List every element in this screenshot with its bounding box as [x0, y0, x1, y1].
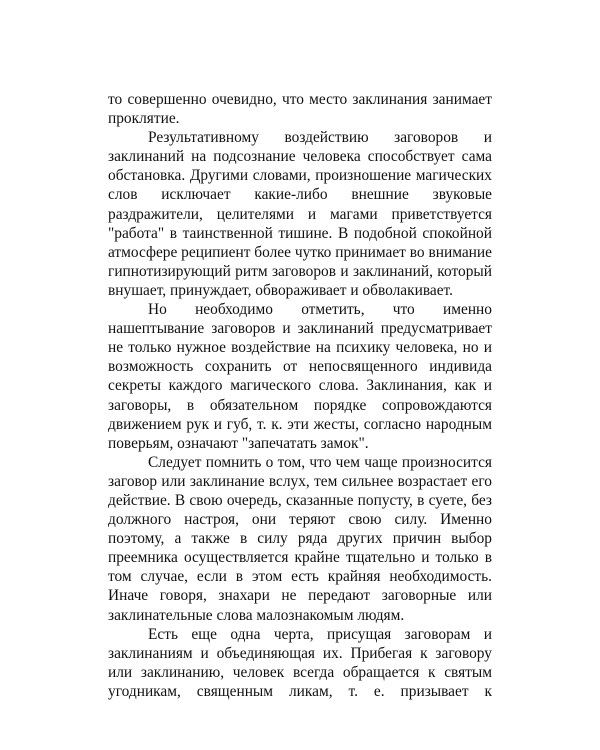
paragraph-3: Но необходимо отметить, что именно нашептывание заговоров и заклинаний предусматривает не только нужное воздействие на психику человека, но и возможность сохранить от непосвященного индивида секреты каждого магического слова. Заклинания, как и заговоры, в обязательном порядке сопровождаются движением рук и губ, т. к. эти жесты, согласно народным поверьям, означают "запечатать замок". [108, 301, 492, 452]
page-text-body [108, 90, 492, 701]
paragraph-4: Следует помнить о том, что чем чаще произносится заговор или заклинание вслух, тем сильнее возрастает его действие. В свою очередь, сказанные попусту, в суете, без должного настроя, они теряют свою силу. Именно поэтому, а также в силу ряда других причин выбор преемника осуществляется крайне тщательно и только в том случае, если в этом есть крайняя необходимость. Иначе говоря, знахари не передают заговорные или заклинательные слова малознакомым людям. [108, 453, 492, 624]
paragraph-2: Результативному воздействию заговоров и заклинаний на подсознание человека способствует сама обстановка. Другими словами, произношение магических слов исключает какие-либо внешние звуковые раздражители, целителями и магами приветствуется "работа" в таинственной тишине. В подобной спокойной атмосфере реципиент более чутко принимает во внимание гипнотизирующий ритм заговоров и заклинаний, который внушает, принуждает, обвораживает и обволакивает. [108, 129, 492, 299]
paragraph-1: то совершенно очевидно, что место заклинания занимает проклятие. [108, 91, 492, 128]
paragraph-5: Есть еще одна черта, присущая заговорам и заклинаниям и объединяющая их. Прибегая к заговору или заклинанию, человек всегда обращается к святым угодникам, священным ликам, т. е. призывает к [108, 625, 492, 700]
